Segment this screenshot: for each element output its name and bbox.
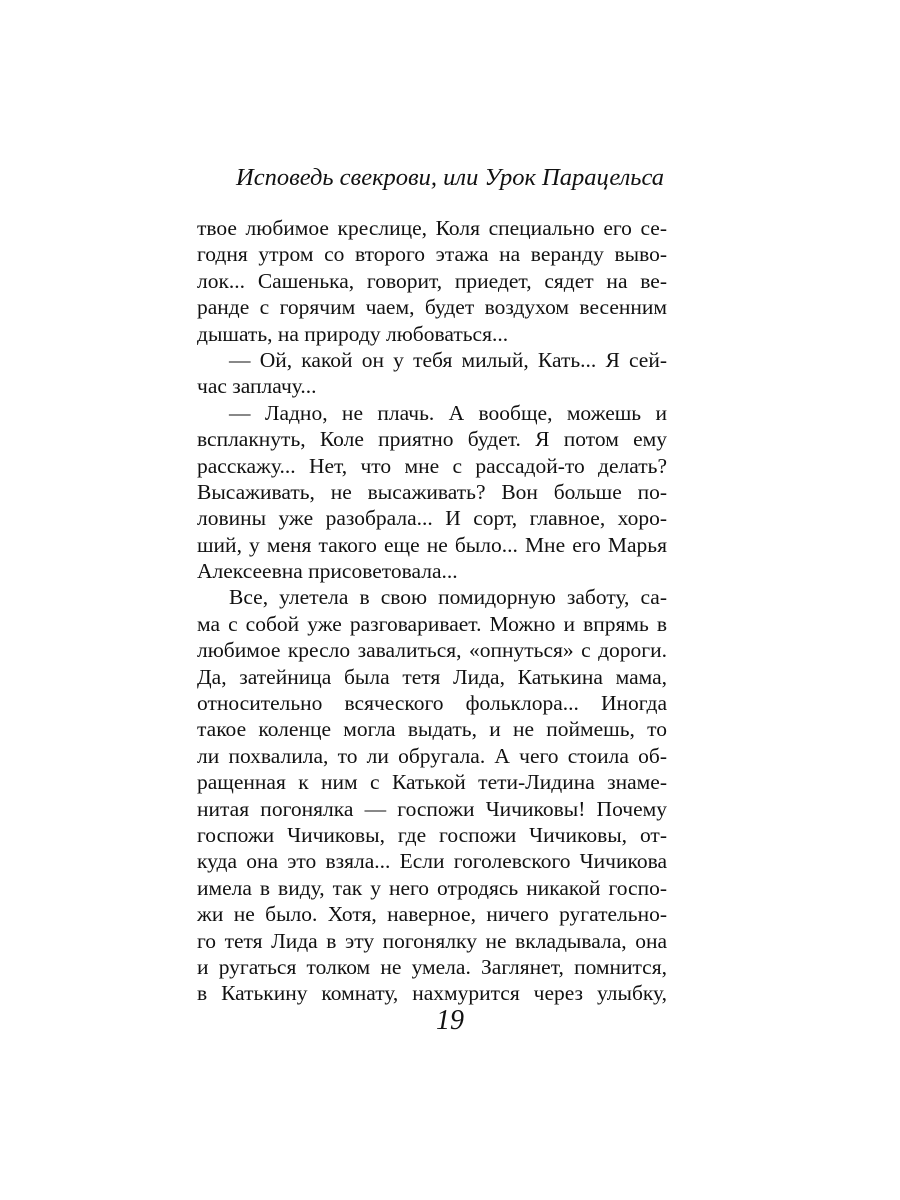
text-line: ший, у меня такого еще не было... Мне его Марья: [197, 532, 667, 557]
text-line: Алексеевна присоветовала...: [197, 559, 458, 584]
text-line: годня утром со второго этажа на веранду выво-: [197, 242, 667, 267]
text-line: и ругаться толком не умела. Заглянет, помнится,: [197, 954, 667, 979]
text-line: ли похвалила, то ли обругала. А чего стоила об-: [197, 743, 667, 768]
text-line: ма с собой уже разговаривает. Можно и впрямь в: [197, 611, 667, 636]
text-line: твое любимое креслице, Коля специально его се-: [197, 216, 667, 240]
text-line: относительно всяческого фольклора... Иногда: [197, 691, 667, 716]
text-line: в Катькину комнату, нахмурится через улыбку,: [197, 981, 667, 1006]
text-line: Высаживать, не высаживать? Вон больше по-: [197, 479, 667, 504]
page-number: 19: [436, 1005, 464, 1036]
running-head: Исповедь свекрови, или Урок Парацельса: [236, 164, 664, 191]
text-line: расскажу... Нет, что мне с рассадой-то делать?: [197, 453, 667, 478]
text-line: жи не было. Хотя, наверное, ничего ругательно-: [197, 902, 667, 927]
text-line: нитая погонялка — госпожи Чичиковы! Почему: [197, 796, 667, 821]
text-line: — Ладно, не плачь. А вообще, можешь и: [229, 400, 667, 425]
text-line: такое коленце могла выдать, и не поймешь, то: [197, 717, 667, 742]
text-line: лок... Сашенька, говорит, приедет, сядет на ве-: [197, 268, 667, 293]
text-line: час заплачу...: [197, 374, 317, 399]
text-line: госпожи Чичиковы, где госпожи Чичиковы, от-: [197, 822, 667, 847]
text-line: — Ой, какой он у тебя милый, Кать... Я сей-: [229, 347, 667, 372]
text-line: го тетя Лида в эту погонялку не вкладывала, она: [197, 928, 667, 953]
text-line: Все, улетела в свою помидорную заботу, са-: [229, 585, 667, 610]
text-line: куда она это взяла... Если гоголевского Чичикова: [197, 849, 667, 874]
text-line: любимое кресло завалиться, «опнуться» с дороги.: [197, 638, 667, 663]
text-line: ловины уже разобрала... И сорт, главное, хоро-: [197, 506, 667, 531]
text-line: имела в виду, так у него отродясь никакой госпо-: [197, 875, 667, 900]
body-text: [197, 215, 667, 1007]
text-line: ращенная к ним с Катькой тети-Лидина знаме-: [197, 770, 667, 795]
text-line: Да, затейница была тетя Лида, Катькина мама,: [197, 664, 667, 689]
text-line: всплакнуть, Коле приятно будет. Я потом ему: [197, 427, 667, 452]
text-line: дышать, на природу любоваться...: [197, 321, 509, 346]
text-line: ранде с горячим чаем, будет воздухом весенним: [197, 295, 667, 320]
